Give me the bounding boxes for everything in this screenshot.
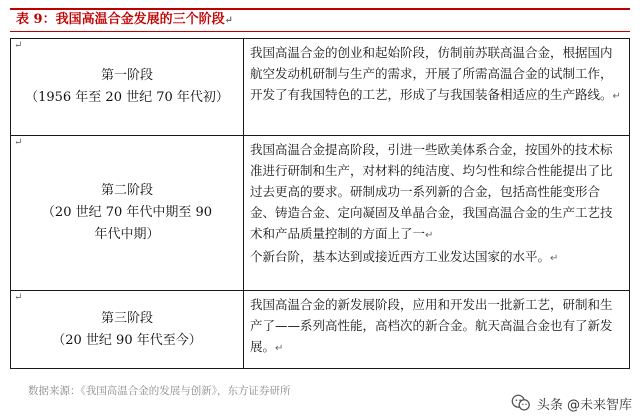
- watermark-text: 头条 @未来智库: [536, 397, 632, 413]
- paragraph-mark: ↵: [612, 91, 621, 102]
- description-cell: [244, 136, 630, 291]
- description-cell: [244, 291, 630, 369]
- table-row: [11, 136, 630, 291]
- paragraph-mark: ↵: [275, 343, 284, 354]
- paragraph-mark: ↵: [224, 15, 233, 26]
- stage-title: 第一阶段: [100, 68, 153, 83]
- stage-period: （20 世纪 90 年代至今）: [52, 332, 202, 348]
- paragraph-mark: ↵: [425, 230, 434, 241]
- description-cell: [244, 39, 630, 136]
- paragraph-mark: ↵: [14, 292, 23, 303]
- stage-period: （20 世纪 70 年代中期至 90 年代中期）: [41, 205, 213, 242]
- table-row: [11, 291, 630, 369]
- stage-title: 第二阶段: [100, 183, 153, 198]
- stage-cell: [11, 136, 244, 291]
- stage-cell: [11, 291, 244, 369]
- table-caption: [10, 8, 630, 32]
- table-row: [11, 39, 630, 136]
- wechat-logo-icon: [510, 392, 532, 414]
- stages-table-wrapper: [10, 38, 630, 369]
- data-source: 数据来源：《我国高温合金的发展与创新》，东方证券研所: [28, 385, 291, 397]
- stage-cell: [11, 39, 244, 136]
- paragraph-mark: ↵: [550, 253, 559, 264]
- stage-description: 我国高温合金的创业和起始阶段，仿制前苏联高温合金，根据国内航空发动机研制与生产的需求，开展了所需高温合金的试制工作，开发了有我国特色的工艺，形成了与我国装备相适应的生产路线。: [250, 45, 613, 102]
- stage-title: 第三阶段: [100, 310, 153, 326]
- paragraph-mark: ↵: [14, 40, 23, 51]
- stage-description: 我国高温合金提高阶段，引进一些欧美体系合金，按国外的技术标准进行研制和生产，对材料的纯洁度、均匀性和综合性能提出了比过去更高的要求。研制成功一系列新的合金，包括高性能变形合金、铸造合金、定向凝固及单晶合金，我国高温合金的生产工艺技术和产品质量控制的方面上了一: [250, 142, 613, 241]
- caption-text: 表 9：我国高温合金发展的三个阶段: [16, 12, 225, 27]
- stage-description-continued: 个新台阶，基本达到或接近西方工业发达国家的水平。: [250, 249, 551, 264]
- stages-table: [10, 38, 630, 369]
- watermark: [510, 392, 632, 414]
- paragraph-mark: ↵: [14, 137, 23, 148]
- stage-description: 我国高温合金的新发展阶段，应用和开发出一批新工艺，研制和生产了——系列高性能，高档次的新合金。航天高温合金也有了新发展。: [250, 297, 613, 354]
- stage-period: （1956 年至 20 世纪 70 年代初）: [25, 90, 229, 105]
